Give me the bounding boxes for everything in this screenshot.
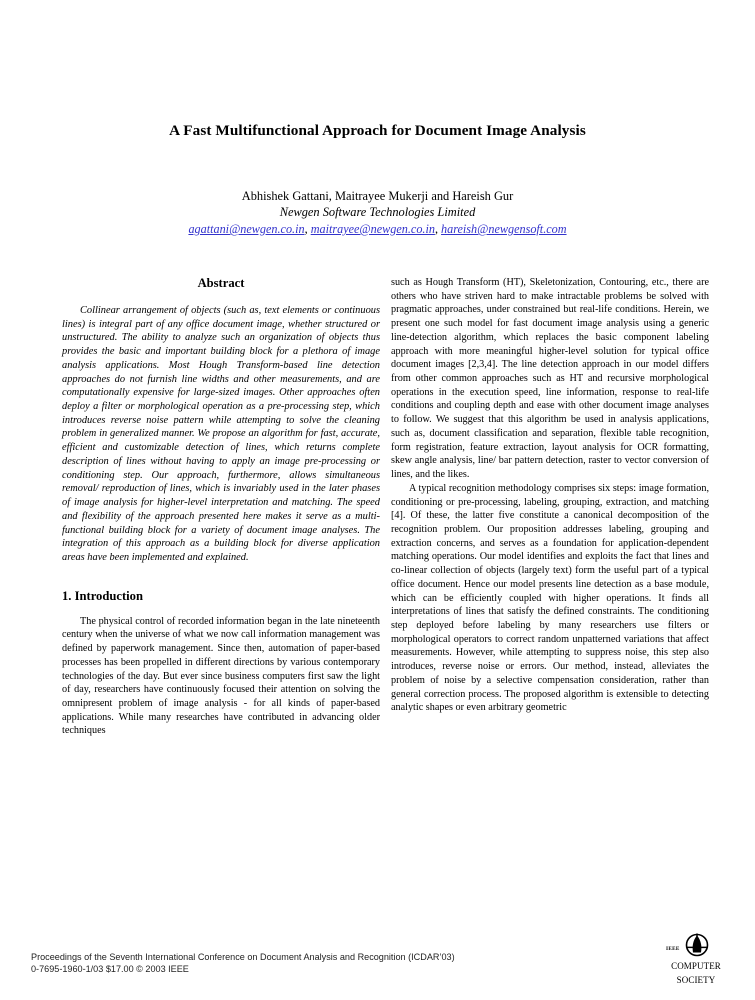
author-block [62, 188, 693, 237]
ieee-wordmark: IEEE [666, 946, 680, 952]
email-link-3[interactable]: hareish@newgensoft.com [441, 222, 567, 236]
email-separator-2: , [434, 222, 442, 236]
affiliation: Newgen Software Technologies Limited [279, 205, 476, 219]
footer-line-isbn: 0-7695-1960-1/03 $17.00 © 2003 IEEE [31, 964, 189, 975]
ieee-computer-society-logo [655, 933, 737, 991]
abstract-text: Collinear arrangement of objects (such as, text elements or continuous lines) is integral part of any office document image, whether structured or unstructured. The ability to analyze such an organization of objects thus provides the basic and important building block for a plethora of image analysis applications. Most Hough Transform-based line detection approaches do not furnish line widths and other measurements, and are computationally expensive for large-sized images. Other approaches often deploy a filter or morphological operation as a pre-processing step, which introduces reverse noise pattern while attempting to solve the cleaning problem in generalized manner. We propose an algorithm for fast, accurate, efficient and customizable detection of lines, which returns complete description of lines without having to apply an image pre-processing or conditioning step. Our approach, furthermore, allows simultaneous removal/ reproduction of lines, which is invariably used in the later phases of image analysis for higher-level interpretation and matching. The speed and flexibility of the approach presented here makes it serve as a multi-functional building block for a variety of document image analyses. The integration of this approach as a building block for diverse application areas have been implemented and explained. [62, 305, 380, 563]
email-link-2[interactable]: maitrayee@newgen.co.in [310, 222, 435, 236]
right-paragraph-1: such as Hough Transform (HT), Skeletonization, Contouring, etc., there are others who have striven hard to make intractable problems be solved with pragmatic approaches, under constrained but real-life conditions. Herein, we present one such model for fast document image analysis using a generic line-detection algorithm, which replaces the basic component labeling approach with more meaningful higher-level solution for typical office document images [2,3,4]. The line detection approach in our model differs from other common approaches such as HT and recursive morphological operations in the execution speed, line information, response to real-life conditions and coupling depth and ease with other document image analyses to follow. We suggest that this algorithm be used in analysis applications, such as, document classification and separation, flexible table recognition, form registration, feature extraction, layout analysis for OCR formatting, skew angle analysis, line/ bar pattern detection, raster to vector conversion of lines, and the likes. [391, 277, 709, 481]
email-list [62, 221, 693, 237]
logo-text-computer: computer [671, 957, 721, 972]
ieee-emblem-icon [655, 933, 737, 958]
column-right [391, 276, 709, 715]
column-left [62, 276, 380, 738]
page-title: A Fast Multifunctional Approach for Document Image Analysis [169, 122, 586, 139]
section-heading-introduction: 1. Introduction [62, 588, 143, 603]
title-block [62, 122, 693, 140]
ieee-circle-diamond-icon [684, 933, 710, 957]
introduction-paragraph: The physical control of recorded information began in the late nineteenth century when the universe of what we now call information management was defined by paperwork management. Since then, automation of paper-based processes has been propelled in different directions by various contemporary technologies of the day. But ever since business computers first saw the light of day, researchers have continuously focused their attention on solving the omnipresent problem of image analysis - for all kinds of paper-based applications. While many researches have contributed in advancing older techniques [62, 615, 380, 737]
email-separator-1: , [304, 222, 311, 236]
footer-line-proceedings: Proceedings of the Seventh International Conference on Document Analysis and Recognition (ICDAR’03) [31, 952, 455, 962]
abstract-heading: Abstract [197, 276, 245, 290]
email-link-1[interactable]: agattani@newgen.co.in [188, 222, 305, 236]
logo-text-society: society [676, 970, 716, 986]
right-paragraph-2: A typical recognition methodology comprises six steps: image formation, conditioning or pre-processing, labeling, grouping, extraction, and matching [4]. Of these, the latter five constitute a canonical decomposition of the recognition problem. Our proposition addresses labeling, grouping and extraction concerns, and serves as a foundation for application-dependent matching operations. Our model identifies and exploits the fact that lines and co-linear collection of objects (largely text) form the useful part of a typical office document. Hence our model presents line detection as a base module, which can be efficiently coupled with higher operations. It finds all interpretations of lines that satisfy the defined constraints. The conditioning step deployed before labeling by many researchers use filters or morphological operators to correct random unpatterned variations that affect measurements. However, while attempting to suppress noise, this step also introduces, reverse noise or errors. Our method, instead, alleviates the problem of noise by a selective compensation consideration, rather than general correction process. The proposed algorithm is extensible to detecting analytic shapes or even arbitrary geometric [391, 482, 709, 714]
author-names: Abhishek Gattani, Maitrayee Mukerji and Hareish Gur [241, 189, 514, 203]
footer-copyright [31, 951, 455, 976]
